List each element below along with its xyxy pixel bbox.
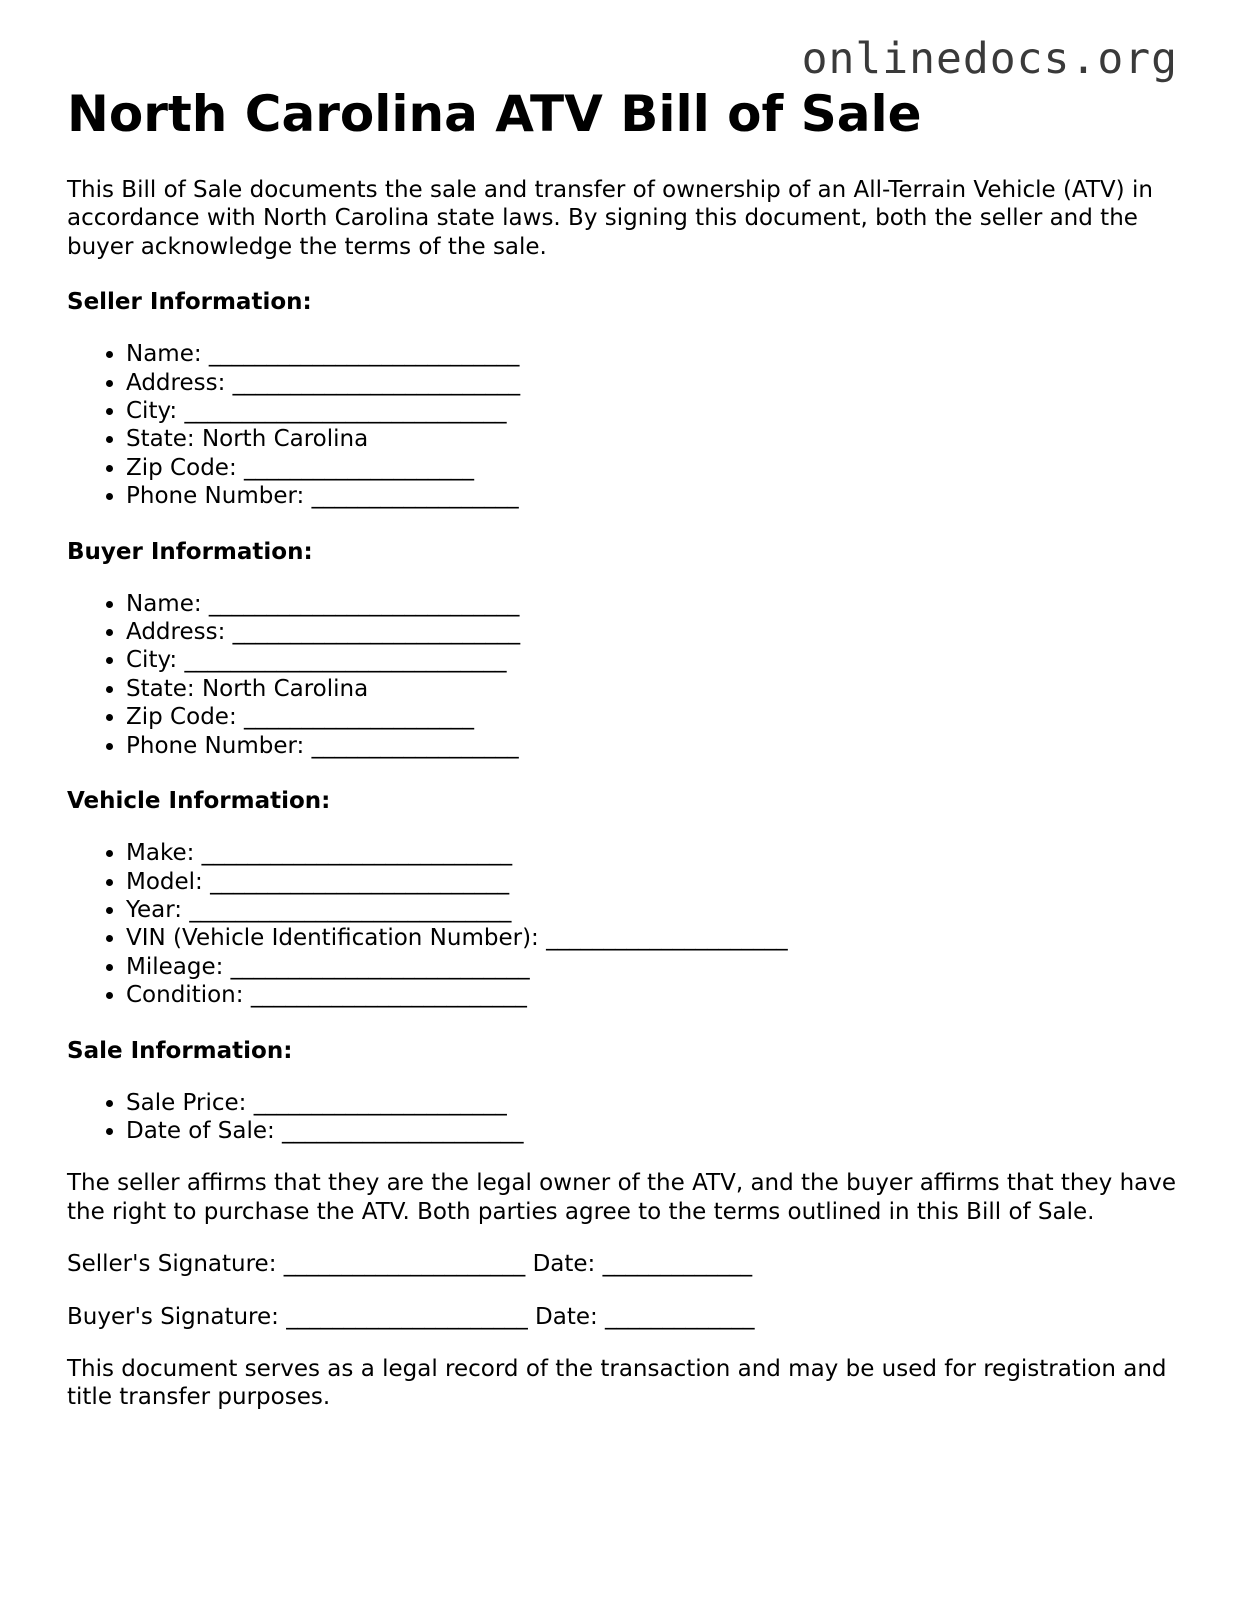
seller-address-field[interactable]: • Address: _________________________ [126, 369, 1177, 397]
vehicle-list [67, 839, 1177, 1009]
vehicle-condition-field[interactable]: • Condition: ________________________ [126, 981, 1177, 1009]
intro-paragraph: This Bill of Sale documents the sale and transfer of ownership of an All-Terrain Vehicle (ATV) in accordance with North Carolina state laws. By signing this document, both the seller and the buyer acknowledge the terms of the sale. [67, 177, 1153, 260]
affirmation-paragraph: The seller affirms that they are the legal owner of the ATV, and the buyer affirms that they have the right to purchase the ATV. Both parties agree to the terms outlined in this Bill of Sale. [67, 1170, 1176, 1225]
seller-name-field[interactable]: • Name: ___________________________ [126, 340, 1177, 368]
sale-date-field[interactable]: • Date of Sale: _____________________ [126, 1117, 1177, 1145]
vehicle-make-field[interactable]: • Make: ___________________________ [126, 839, 1177, 867]
seller-state-field: • State: North Carolina [126, 425, 1177, 453]
seller-phone-field[interactable]: • Phone Number: __________________ [126, 482, 1177, 510]
buyer-zip-field[interactable]: • Zip Code: ____________________ [126, 703, 1177, 731]
sale-price-field[interactable]: • Sale Price: ______________________ [126, 1089, 1177, 1117]
vehicle-year-field[interactable]: • Year: ____________________________ [126, 896, 1177, 924]
buyer-list [67, 590, 1177, 760]
buyer-heading: Buyer Information: [67, 538, 313, 565]
seller-zip-field[interactable]: • Zip Code: ____________________ [126, 454, 1177, 482]
vehicle-vin-field[interactable]: • VIN (Vehicle Identification Number): _____________________ [126, 924, 1177, 952]
document [67, 84, 1177, 1412]
sale-list [67, 1089, 1177, 1146]
buyer-name-field[interactable]: • Name: ___________________________ [126, 590, 1177, 618]
seller-list [67, 340, 1177, 510]
vehicle-model-field[interactable]: • Model: __________________________ [126, 868, 1177, 896]
watermark: onlinedocs.org [801, 34, 1178, 84]
buyer-phone-field[interactable]: • Phone Number: __________________ [126, 732, 1177, 760]
buyer-state-field: • State: North Carolina [126, 675, 1177, 703]
footer-paragraph: This document serves as a legal record of the transaction and may be used for registration and title transfer purposes. [67, 1355, 1167, 1411]
buyer-city-field[interactable]: • City: ____________________________ [126, 646, 1177, 674]
vehicle-heading: Vehicle Information: [67, 788, 331, 815]
sale-heading: Sale Information: [67, 1037, 293, 1064]
buyer-signature-line[interactable]: Buyer's Signature: _____________________ Date: _____________ [67, 1303, 755, 1330]
seller-heading: Seller Information: [67, 289, 312, 316]
document-title: North Carolina ATV Bill of Sale [67, 85, 922, 143]
seller-city-field[interactable]: • City: ____________________________ [126, 397, 1177, 425]
seller-signature-line[interactable]: Seller's Signature: _____________________ Date: _____________ [67, 1251, 753, 1278]
buyer-address-field[interactable]: • Address: _________________________ [126, 618, 1177, 646]
vehicle-mileage-field[interactable]: • Mileage: __________________________ [126, 953, 1177, 981]
